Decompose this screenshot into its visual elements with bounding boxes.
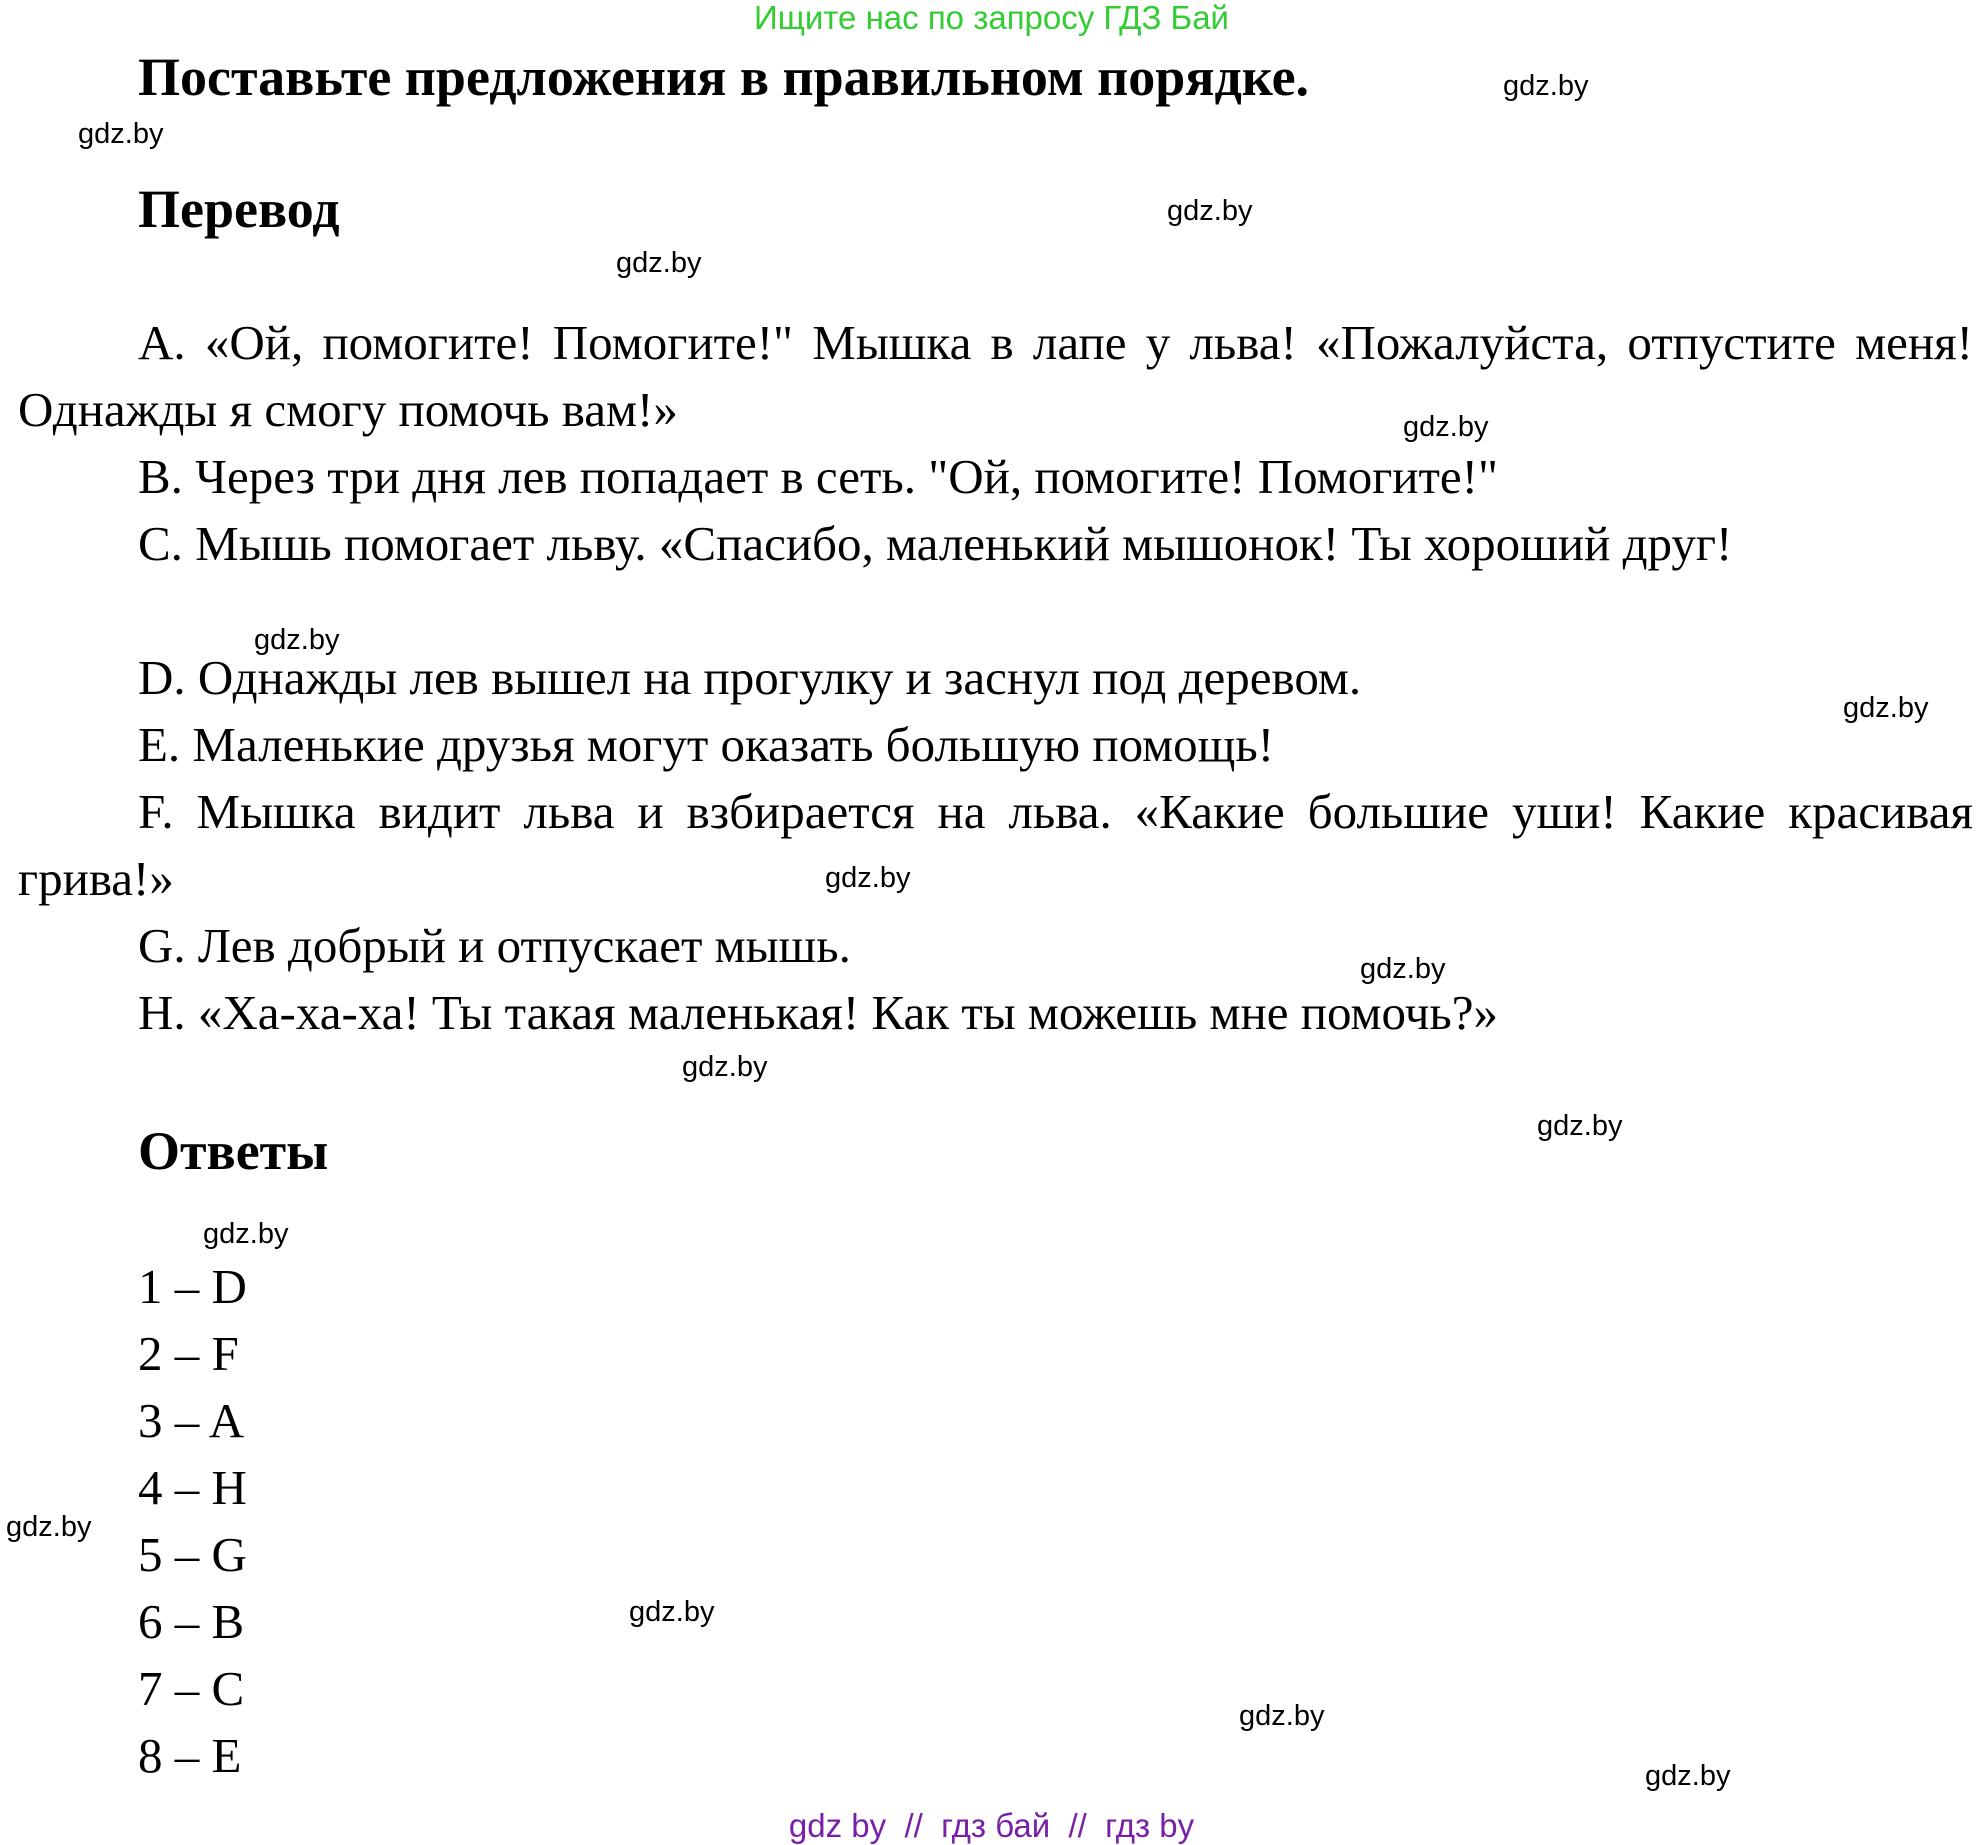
sentence-d: D. Однажды лев вышел на прогулку и заснул под деревом. bbox=[138, 650, 1362, 705]
watermark: gdz.by bbox=[1360, 953, 1446, 985]
watermark: gdz.by bbox=[1403, 411, 1489, 443]
answer-3: 3 – A bbox=[138, 1393, 245, 1448]
watermark: gdz.by bbox=[1843, 692, 1929, 724]
header-link[interactable]: Ищите нас по запросу ГДЗ Бай bbox=[754, 0, 1229, 36]
watermark: gdz.by bbox=[616, 247, 702, 279]
watermark: gdz.by bbox=[1167, 195, 1253, 227]
watermark: gdz.by bbox=[254, 624, 340, 656]
watermark: gdz.by bbox=[78, 118, 164, 150]
answer-8: 8 – E bbox=[138, 1728, 242, 1783]
sentence-c: C. Мышь помогает льву. «Спасибо, маленький мышонок! Ты хороший друг! bbox=[138, 516, 1733, 571]
answer-4: 4 – H bbox=[138, 1460, 247, 1515]
footer-links[interactable]: gdz by // гдз бай // гдз by bbox=[788, 1807, 1195, 1844]
answer-5: 5 – G bbox=[138, 1527, 247, 1582]
watermark: gdz.by bbox=[1645, 1760, 1731, 1792]
sentence-e: E. Маленькие друзья могут оказать большую помощь! bbox=[138, 717, 1275, 772]
translation-heading: Перевод bbox=[138, 179, 340, 239]
answer-1: 1 – D bbox=[138, 1259, 247, 1314]
answer-2: 2 – F bbox=[138, 1326, 239, 1381]
watermark: gdz.by bbox=[825, 862, 911, 894]
sentence-a: A. «Ой, помогите! Помогите!" Мышка в лапе у льва! «Пожалуйста, отпустите меня! Однажды я смогу помочь вам!» bbox=[18, 315, 1973, 437]
sentence-h: H. «Ха-ха-ха! Ты такая маленькая! Как ты можешь мне помочь?» bbox=[138, 985, 1498, 1040]
watermark: gdz.by bbox=[203, 1218, 289, 1250]
answers-heading: Ответы bbox=[138, 1121, 329, 1181]
watermark: gdz.by bbox=[1503, 70, 1589, 102]
watermark: gdz.by bbox=[629, 1596, 715, 1628]
watermark: gdz.by bbox=[1537, 1110, 1623, 1142]
answer-7: 7 – C bbox=[138, 1661, 245, 1716]
answer-6: 6 – B bbox=[138, 1594, 245, 1649]
watermark: gdz.by bbox=[682, 1051, 768, 1083]
sentence-g: G. Лев добрый и отпускает мышь. bbox=[138, 918, 851, 973]
sentence-f: F. Мышка видит льва и взбирается на льва. «Какие большие уши! Какие красивая грива!» bbox=[18, 784, 1973, 906]
watermark: gdz.by bbox=[6, 1511, 92, 1543]
task-title: Поставьте предложения в правильном порядке. bbox=[138, 47, 1310, 107]
sentence-b: B. Через три дня лев попадает в сеть. "Ой, помогите! Помогите!" bbox=[138, 449, 1498, 504]
watermark: gdz.by bbox=[1239, 1700, 1325, 1732]
